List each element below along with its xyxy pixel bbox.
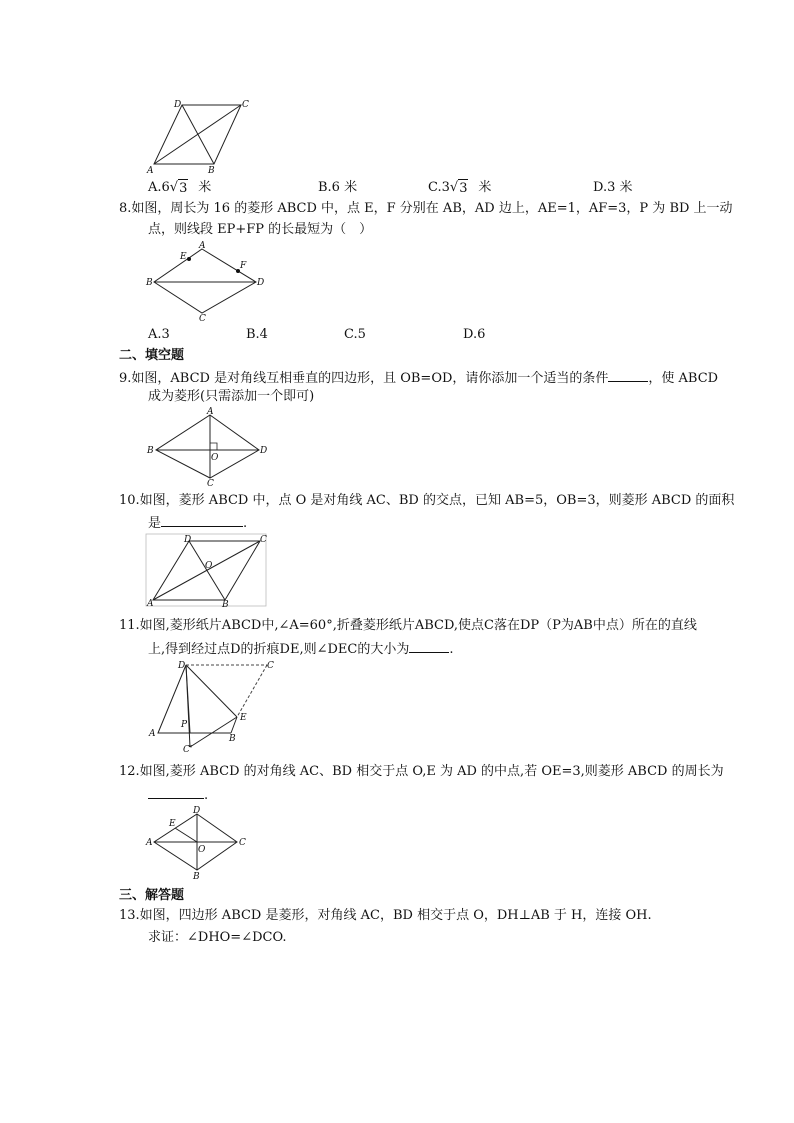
q10-answer-blank[interactable] [161, 512, 243, 527]
section-answer-title: 三、解答题 [119, 888, 185, 903]
q8-option-c[interactable]: C.5 [344, 327, 366, 342]
sqrt-symbol: √ 3 [169, 180, 188, 196]
q11-label-d: D [178, 661, 186, 671]
q8-stem-line1: 8.如图，周长为 16 的菱形 ABCD 中，点 E，F 分别在 AB，AD 边上，AE=1，AF=3，P 为 BD 上一动 [119, 201, 733, 216]
q9-rhombus [156, 415, 259, 478]
q8-label-b: B [146, 278, 153, 288]
q7-option-c[interactable]: C.3√ 3 米 [428, 180, 492, 196]
q12-label-o: O [198, 845, 206, 855]
q9-answer-blank[interactable] [608, 367, 648, 382]
q8-label-c: C [199, 314, 206, 324]
q8-option-a[interactable]: A.3 [148, 327, 170, 342]
q7-option-d[interactable]: D.3 米 [593, 180, 633, 195]
q13-stem-line2: 求证：∠DHO=∠DCO. [148, 930, 287, 945]
q12-label-b: B [193, 872, 200, 882]
q9-stem-line1: 9.如图，ABCD 是对角线互相垂直的四边形，且 OB=OD，请你添加一个适当的条件 ，使 ABCD [119, 367, 718, 388]
q10-stem-line1: 10.如图，菱形 ABCD 中，点 O 是对角线 AC、BD 的交点，已知 AB=5，OB=3，则菱形 ABCD 的面积 [119, 493, 735, 508]
sqrt-symbol: √ 3 [449, 180, 468, 196]
section-fill-in-title: 二、填空题 [119, 348, 185, 363]
q7-diagonal-bd [182, 105, 214, 164]
q10-label-a: A [147, 599, 154, 609]
q7-label-b: B [208, 166, 215, 176]
q9-figure [140, 406, 270, 489]
q7-options [148, 179, 668, 197]
q8-label-f: F [240, 261, 247, 271]
q8-option-b[interactable]: B.4 [246, 327, 268, 342]
q12-label-d: D [193, 806, 201, 816]
q10-stem-line2: 是 . [148, 512, 247, 533]
q10-label-o: O [205, 561, 213, 571]
q10-label-b: B [222, 600, 229, 610]
q12-stem-line2: . [148, 784, 208, 805]
q11-label-e: E [240, 713, 247, 723]
q7-option-b[interactable]: B.6 米 [318, 180, 358, 195]
q11-label-b: B [229, 734, 236, 744]
q9-label-a: A [207, 407, 214, 417]
q7-label-c: C [242, 100, 249, 110]
q7-figure [140, 98, 260, 178]
q12-answer-blank[interactable] [148, 784, 204, 799]
q11-label-a: A [149, 729, 156, 739]
q9-label-o: O [211, 453, 219, 463]
q7-label-d: D [174, 100, 182, 110]
q12-label-c: C [239, 838, 246, 848]
q11-line-dp [186, 665, 190, 747]
q9-right-angle-mark [210, 443, 217, 450]
q10-label-d: D [184, 535, 192, 545]
q8-figure [140, 240, 270, 324]
q12-stem-line1: 12.如图,菱形 ABCD 的对角线 AC、BD 相交于点 O,E 为 AD 的中点,若 OE=3,则菱形 ABCD 的周长为 [119, 764, 724, 779]
q8-label-a: A [199, 241, 206, 251]
q10-label-c: C [260, 535, 267, 545]
q8-label-d: D [257, 278, 265, 288]
q11-stem-line2: 上,得到经过点D的折痕DE,则∠DEC的大小为 . [148, 638, 454, 659]
q11-label-c2: C' [183, 745, 193, 755]
q8-rhombus [154, 249, 256, 313]
q8-options [148, 326, 548, 344]
q10-figure [142, 533, 272, 608]
q9-label-d: D [260, 446, 268, 456]
q8-option-d[interactable]: D.6 [463, 327, 486, 342]
q11-stem-line1: 11.如图,菱形纸片ABCD中,∠A=60°,折叠菱形纸片ABCD,使点C落在DP（P为AB中点）所在的直线 [119, 618, 697, 633]
q8-stem-line2: 点，则线段 EP+FP 的长最短为（ ） [148, 222, 373, 237]
q12-segment-oe [175, 828, 197, 842]
q11-dashed-ce [237, 665, 267, 717]
q7-option-a[interactable]: A.6√ 3 米 [148, 180, 212, 196]
q11-label-c: C [267, 661, 274, 671]
q12-figure [145, 804, 255, 882]
q7-label-a: A [147, 166, 154, 176]
q12-label-a: A [146, 838, 153, 848]
q11-answer-blank[interactable] [409, 638, 449, 653]
q9-label-b: B [147, 446, 154, 456]
q11-figure [145, 657, 275, 755]
q8-point-e [187, 257, 191, 261]
q13-stem-line1: 13.如图，四边形 ABCD 是菱形，对角线 AC，BD 相交于点 O，DH⊥AB 于 H，连接 OH. [119, 908, 652, 923]
q9-label-c: C [207, 479, 214, 489]
q9-stem-line2: 成为菱形(只需添加一个即可) [148, 389, 315, 404]
q11-fold-de [186, 665, 237, 717]
q11-label-p: P [181, 720, 188, 730]
q12-label-e: E [169, 819, 176, 829]
q8-label-e: E [180, 252, 187, 262]
